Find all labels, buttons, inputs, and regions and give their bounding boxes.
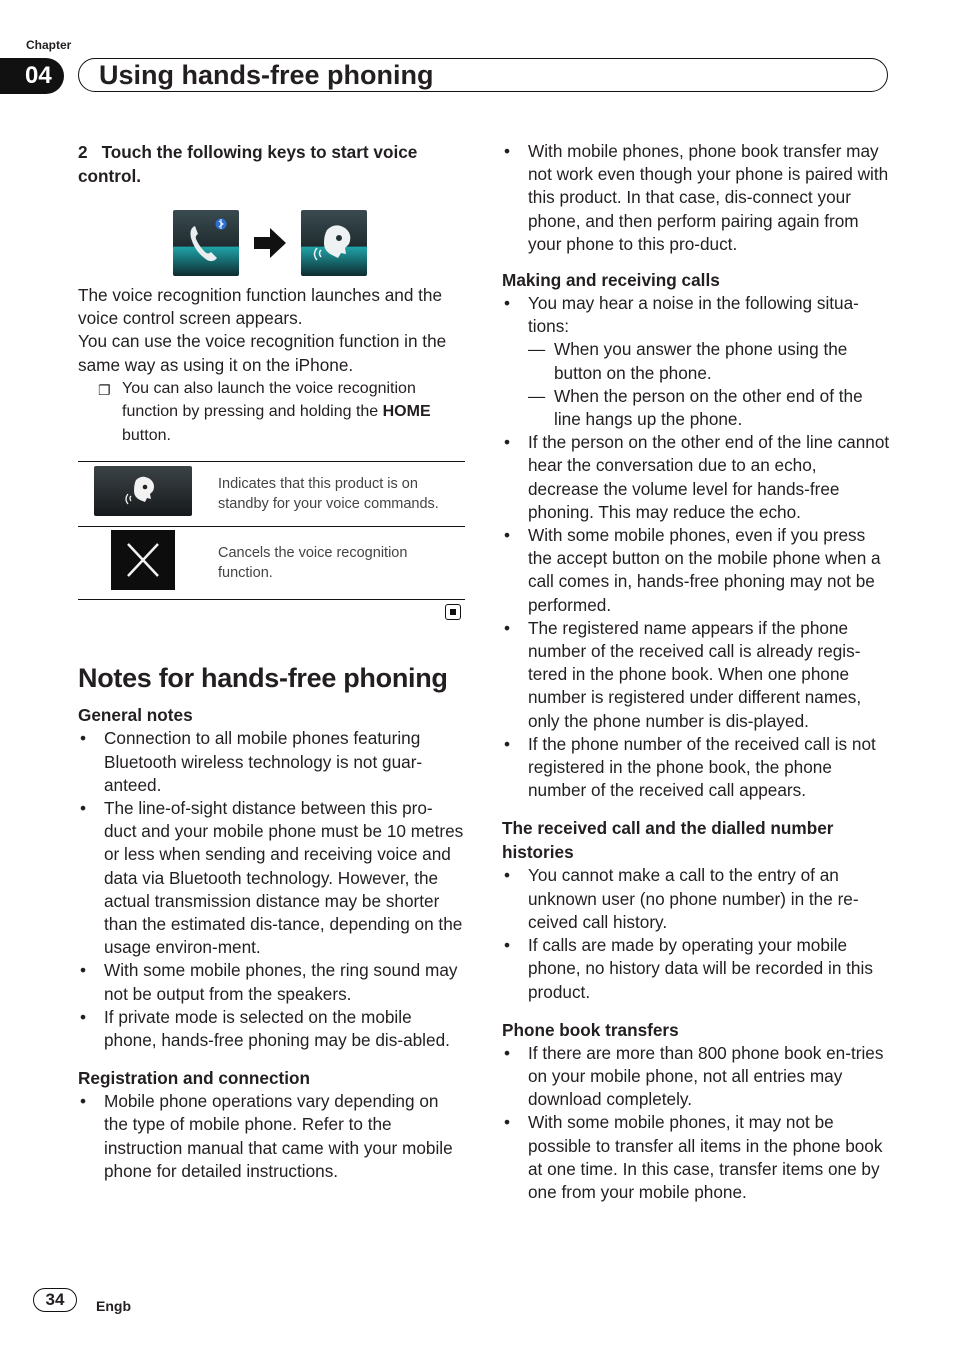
key-desc-standby: Indicates that this product is on standby for your voice commands.	[218, 475, 439, 513]
chapter-label: Chapter	[26, 38, 72, 52]
list-item: • You cannot make a call to the entry of an unknown user (no phone number) in the re-ceived call history.	[504, 865, 859, 932]
key-table	[78, 461, 465, 600]
key-row-cancel	[78, 527, 465, 600]
right-column	[502, 140, 892, 1204]
list-item: • With some mobile phones, even if you press the accept button on the mobile phone when a call comes in, hands-free phoning may not be performed.	[504, 525, 881, 615]
history-list	[502, 864, 892, 1003]
list-item: • If there are more than 800 phone book en-tries on your mobile phone, not all entries may download completely.	[504, 1042, 884, 1110]
list-item: • With some mobile phones, it may not be possible to transfer all items in the phone book at one time. In this case, transfer items one by one from your mobile phone.	[504, 1112, 883, 1202]
history-heading: The received call and the dialled number histories	[502, 818, 834, 863]
calls-list	[502, 292, 892, 338]
notes-heading: Notes for hands-free phoning	[78, 663, 448, 694]
note-home-button	[78, 377, 465, 448]
phone-button-icon	[173, 210, 239, 276]
section-end-icon	[445, 604, 461, 620]
phonebook-pairing-list	[502, 140, 892, 256]
language-code: Engb	[96, 1298, 131, 1314]
voice-standby-icon	[94, 466, 192, 516]
list-item: • Connection to all mobile phones featuring Bluetooth wireless technology is not guar-anteed.	[80, 728, 423, 795]
calls-list-continued	[502, 431, 892, 802]
dash-item: — When you answer the phone using the button on the phone.	[528, 339, 848, 383]
phonebook-list	[502, 1042, 892, 1204]
list-item: • You may hear a noise in the following situa-tions:	[504, 293, 859, 337]
list-item: • With mobile phones, phone book transfer may not work even though your phone is paired with this product. In that case, dis-connect your phone, and then perform pairing again from your phone to this pro-duct.	[504, 141, 889, 254]
list-item: • If calls are made by operating your mobile phone, no history data will be recorded in this product.	[504, 935, 873, 1002]
list-item: • If private mode is selected on the mobile phone, hands-free phoning may be dis-abled.	[80, 1006, 450, 1050]
list-item: • The line-of-sight distance between this pro-duct and your mobile phone must be 10 metres or less when sending and receiving voice and data via Bluetooth technology. However, the actual transmission distance may be shorter than the estimated dis-tance, depending on the usage environ-ment.	[80, 797, 464, 958]
list-item: • With some mobile phones, the ring sound may not be output from the speakers.	[80, 960, 458, 1004]
list-item: • If the person on the other end of the line cannot hear the conversation due to an echo, decrease the volume level for hands-free phoning. This may reduce the echo.	[504, 432, 890, 522]
chapter-number: 04	[0, 58, 64, 94]
registration-heading: Registration and connection	[78, 1068, 311, 1089]
general-notes-list	[78, 727, 465, 1052]
registration-list	[78, 1090, 465, 1183]
calls-heading: Making and receiving calls	[502, 270, 720, 291]
dash-item: — When the person on the other end of the line hangs up the phone.	[528, 385, 863, 430]
note-checkbox-icon: ❐	[98, 381, 111, 398]
key-desc-cancel: Cancels the voice recognition function.	[218, 544, 408, 582]
step-number: 2	[78, 142, 88, 162]
list-item: • Mobile phone operations vary depending on the type of mobile phone. Refer to the instruction manual that came with your mobile phone for detailed instructions.	[80, 1091, 453, 1181]
list-item: • The registered name appears if the phone number of the received call is already regis-tered in the phone book. When one phone number is registered under different names, only the phone number is dis-played.	[504, 617, 862, 731]
chapter-title: Using hands-free phoning	[99, 60, 434, 90]
voice-recognition-button-icon	[301, 210, 367, 276]
left-column	[78, 140, 465, 1183]
note-home-label: HOME	[382, 403, 431, 421]
paragraph-1: The voice recognition function launches and the voice control screen appears.	[78, 285, 443, 329]
arrow-right-icon	[254, 228, 286, 258]
paragraph-2: You can use the voice recognition function in the same way as using it on the iPhone.	[78, 331, 447, 375]
chapter-title-box	[78, 58, 888, 92]
step-icons	[78, 188, 465, 284]
step-text: Touch the following keys to start voice control.	[78, 142, 418, 186]
step-2	[78, 140, 465, 188]
key-row-standby	[78, 462, 465, 527]
cancel-x-icon	[111, 530, 175, 590]
list-item: • If the phone number of the received call is not registered in the phone book, the phone number of the received call appears.	[504, 733, 876, 801]
phonebook-heading: Phone book transfers	[502, 1019, 679, 1040]
note-text-post: button.	[122, 426, 171, 444]
note-text-pre: You can also launch the voice recognition function by pressing and holding the	[122, 379, 416, 421]
page-number: 34	[33, 1288, 77, 1312]
general-notes-heading: General notes	[78, 705, 193, 726]
